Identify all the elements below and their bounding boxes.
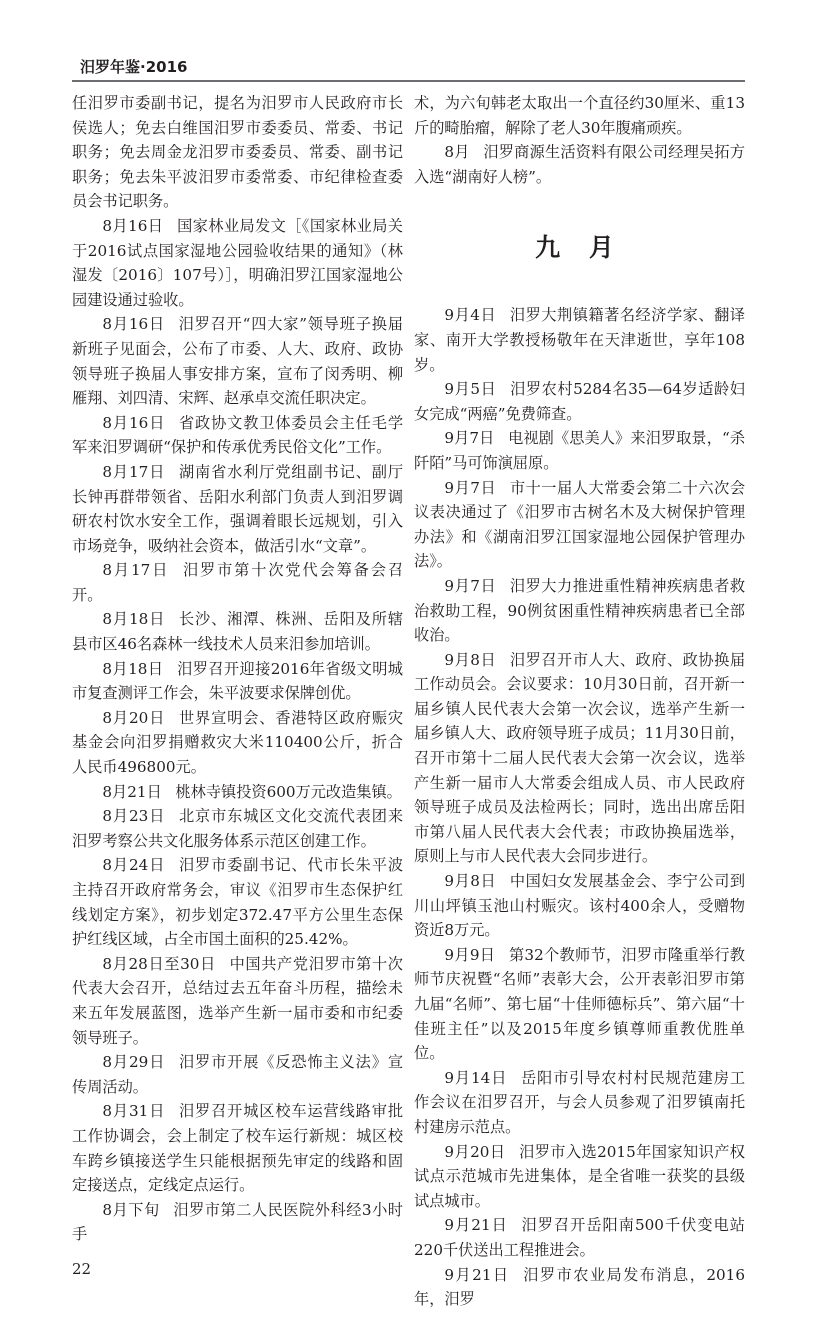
chronicle-entry [72,607,403,656]
entry-text: 汨罗市入选2015年国家知识产权试点示范城市先进集体，是全省唯一获奖的县级试点城市。 [414,1142,745,1210]
chronicle-entry [414,648,745,869]
chronicle-entry [414,1140,745,1214]
chronicle-entry [72,780,403,805]
entry-date: 8月31日 [102,1102,166,1121]
entry-text: 长沙、湘潭、株洲、岳阳及所辖县市区46名森林一线技术人员来汨参加培训。 [72,610,404,654]
chronicle-entry [414,869,745,943]
chronicle-entry [72,312,403,410]
header-rule [72,80,745,82]
entry-date: 8月17日 [102,561,170,580]
chronicle-entry [72,1050,403,1099]
right-entries-before [414,140,745,189]
entry-date: 8月20日 [102,708,166,727]
chronicle-entry [414,140,745,189]
chronicle-entry [414,943,745,1066]
entry-date: 8月24日 [102,856,166,875]
chronicle-entry [72,460,403,558]
entry-text: 汨罗召开城区校车运营线路审批工作协调会，会上制定了校车运行新规：城区校车跨乡镇接送学生只能根据预先审定的线路和固定接送点，定线定点运行。 [72,1102,404,1195]
entry-text: 汨罗召开岳阳南500千伏变电站220千伏送出工程推进会。 [414,1216,745,1259]
chronicle-entry [72,952,403,1050]
entry-date: 8月17日 [102,462,166,481]
left-entries [72,214,403,1247]
chronicle-entry [414,476,745,574]
entry-text: 汨罗市委副书记、代市长朱平波主持召开政府常务会，审议《汨罗市生态保护红线划定方案》，初步划定372.47平方公里生态保护红线区域，占全市国土面积的25.42%。 [72,856,404,949]
left-column [72,91,403,1279]
entry-text: 汨罗市开展《反恐怖主义法》宣传周活动。 [72,1053,404,1096]
chronicle-entry [72,214,403,312]
entry-text: 汨罗大力推进重性精神疾病患者救治救助工程，90例贫困重性精神疾病患者已全部收治。 [414,576,745,645]
entry-text: 北京市东城区文化交流代表团来汨罗考察公共文化服务体系示范区创建工作。 [72,807,404,850]
chronicle-entry [414,1066,745,1140]
entry-text: 第32个教师节，汨罗市隆重举行教师节庆祝暨“名师”表彰大会，公开表彰汨罗市第九届“名师”、第七届“十佳师德标兵”、第六届“十佳班主任”以及2015年度乡镇尊师重教优胜单位。 [414,945,745,1063]
entry-text: 汨罗大荆镇籍著名经济学家、翻译家、南开大学教授杨敬年在天津逝世，享年108岁。 [414,306,745,374]
entry-date: 9月4日 [444,306,497,325]
right-entries [414,303,745,1311]
entry-text: 汨罗召开迎接2016年省级文明城市复查测评工作会，朱平波要求保牌创优。 [72,659,403,703]
chronicle-entry [414,574,745,648]
entry-text: 湖南省水利厅党组副书记、副厅长钟再群带领省、岳阳水利部门负责人到汨罗调研农村饮水安全工作，强调着眼长远规划，引入市场竞争，吸纳社会资本，做活引水“文章”。 [72,462,404,555]
entry-date: 8月16日 [102,216,164,235]
entry-date: 9月5日 [444,380,497,399]
columns [72,91,745,1312]
entry-date: 8月18日 [102,659,164,678]
entry-date: 9月7日 [444,429,495,448]
entry-text: 汨罗农村5284名35—64岁适龄妇女完成“两癌”免费筛查。 [414,380,745,423]
chronicle-entry [72,411,403,460]
chronicle-entry [72,853,403,951]
chronicle-entry [72,1198,403,1247]
entry-date: 8月 [444,143,470,162]
chronicle-entry [414,377,745,426]
entry-text: 汨罗商源生活资料有限公司经理吴拓方入选“湖南好人榜”。 [414,143,746,186]
entry-date: 9月7日 [444,478,497,497]
chronicle-entry [72,1099,403,1197]
chronicle-entry [72,558,403,607]
entry-date: 8月23日 [102,807,166,826]
continuation-paragraph: 术，为六旬韩老太取出一个直径约30厘米、重13斤的畸胎瘤，解除了老人30年腹痛顽疾。 [414,94,745,137]
chronicle-entry [414,303,745,377]
entry-date: 8月18日 [102,610,166,629]
continuation-paragraph: 任汨罗市委副书记，提名为汨罗市人民政府市长侯选人；免去白维国汨罗市委委员、常委、书记职务；免去周金龙汨罗市委委员、常委、副书记职务；免去朱平波汨罗市委常委、市纪律检查委员会书记职务。 [72,94,403,211]
entry-text: 省政协文教卫体委员会主任毛学军来汨罗调研“保护和传承优秀民俗文化”工作。 [72,413,404,457]
entry-text: 电视剧《思美人》来汨罗取景，“杀阡陌”马可饰演屈原。 [414,429,746,472]
month-heading: 九 月 [535,233,624,263]
page-number: 22 [72,1259,92,1278]
entry-date: 9月20日 [444,1142,506,1161]
entry-date: 8月16日 [102,413,166,432]
entry-date: 9月14日 [444,1068,508,1087]
entry-text: 世界宣明会、香港特区政府赈灾基金会向汨罗捐赠救灾大米110400公斤，折合人民币496800元。 [72,708,404,777]
entry-date: 9月7日 [444,576,497,595]
entry-date: 8月29日 [102,1053,166,1072]
chronicle-entry [72,657,403,706]
entry-date: 9月8日 [444,650,497,669]
entry-text: 中国共产党汨罗市第十次代表大会召开，总结过去五年奋斗历程，描绘未来五年发展蓝图，选举产生新一届市委和市纪委领导班子。 [72,954,403,1047]
entry-date: 8月16日 [102,315,165,334]
entry-text: 中国妇女发展基金会、李宁公司到川山坪镇玉池山村赈灾。该村400余人，受赠物资近8万元。 [414,872,745,940]
entry-date: 9月8日 [444,872,497,891]
entry-text: 汨罗市农业局发布消息，2016年，汨罗 [414,1265,745,1309]
chronicle-entry [72,804,403,853]
entry-text: 汨罗市第二人民医院外科经3小时手 [72,1200,403,1244]
entry-date: 8月下旬 [102,1200,160,1219]
entry-date: 9月9日 [444,945,496,964]
chronicle-entry [72,706,403,780]
entry-text: 桃林寺镇投资600万元改造集镇。 [175,782,402,801]
chronicle-entry [414,1213,745,1262]
running-header: 汨罗年鉴·2016 [80,58,188,76]
entry-text: 汨罗市第十次党代会筹备会召开。 [72,561,403,604]
entry-text: 国家林业局发文［《国家林业局关于2016试点国家湿地公园验收结果的通知》（林湿发〔2016〕107号）］，明确汨罗江国家湿地公园建设通过验收。 [72,216,403,309]
entry-text: 汨罗召开“四大家”领导班子换届新班子见面会，公布了市委、人大、政府、政协领导班子换届人事安排方案，宣布了闵秀明、柳雁翔、刘四清、宋辉、赵承卓交流任职决定。 [72,315,403,408]
entry-date: 9月21日 [444,1265,510,1284]
entry-text: 岳阳市引导农村村民规范建房工作会议在汨罗召开，与会人员参观了汨罗镇南托村建房示范点。 [414,1068,746,1136]
chronicle-entry [414,426,745,475]
entry-text: 市十一届人大常委会第二十六次会议表决通过了《汨罗市古树名木及大树保护管理办法》和《湖南汨罗江国家湿地公园保护管理办法》。 [414,478,745,571]
entry-date: 8月28日至30日 [102,954,216,973]
entry-date: 9月21日 [444,1216,508,1235]
entry-date: 8月21日 [102,782,162,801]
chronicle-entry [414,1263,745,1312]
right-column [414,91,745,1312]
entry-text: 汨罗召开市人大、政府、政协换届工作动员会。会议要求：10月30日前，召开新一届乡镇人民代表大会第一次会议，选举产生新一届乡镇人大、政府领导班子成员；11月30日前，召开市第十二届人民代表大会第一次会议，选举产生新一届市人大常委会组成人员、市人民政府领导班子成员及法检两长；同时，选出出席岳阳市第八届人民代表大会代表；市政协换届选举，原则上与市人民代表大会同步进行。 [414,650,745,866]
